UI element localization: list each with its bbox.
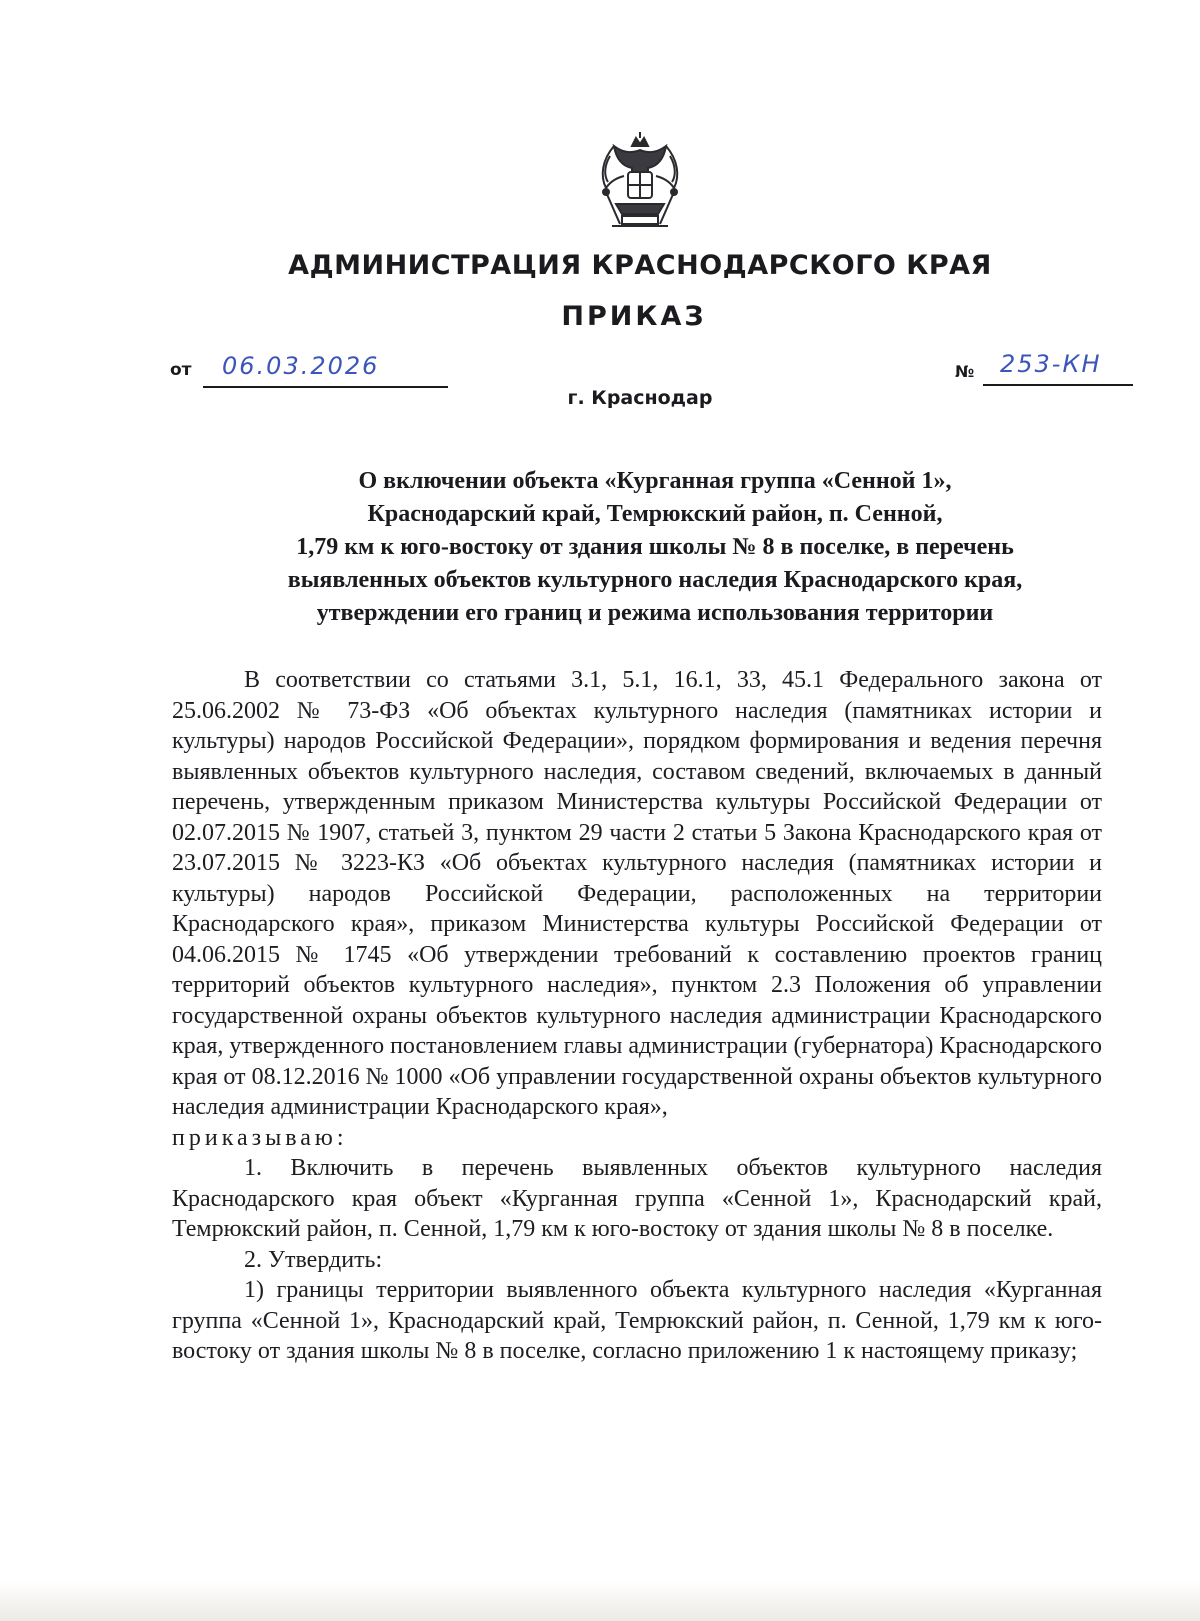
title-line: О включении объекта «Курганная группа «Сенной 1»,: [358, 468, 952, 494]
city: г. Краснодар: [567, 387, 713, 409]
coat-of-arms-icon: [592, 132, 688, 232]
document-type: ПРИКАЗ: [561, 301, 707, 332]
number-label: №: [955, 362, 975, 381]
item-2-1-paragraph: 1) границы территории выявленного объекта культурного наследия «Курганная группа «Сенной 1», Краснодарский край, Темрюкский район, п. Сенной, 1,79 км к юго-востоку от здания школы № 8 в поселке, согласно приложению 1 к настоящему приказу;: [172, 1277, 1102, 1364]
organization-name: АДМИНИСТРАЦИЯ КРАСНОДАРСКОГО КРАЯ: [288, 250, 992, 281]
order-word: приказываю:: [172, 1124, 348, 1151]
date-value: 06.03.2026: [222, 352, 380, 380]
title-line: Краснодарский край, Темрюкский район, п. Сенной,: [367, 501, 943, 527]
document-title: [195, 465, 1115, 630]
title-line: 1,79 км к юго-востоку от здания школы № 8 в поселке, в перечень: [296, 534, 1014, 560]
number-underline: [983, 384, 1133, 386]
document-body: [172, 665, 1102, 1367]
item-2-paragraph: 2. Утвердить:: [244, 1246, 383, 1273]
number-value: 253-КН: [1000, 350, 1102, 378]
title-line: выявленных объектов культурного наследия Краснодарского края,: [287, 567, 1023, 593]
title-line: утверждении его границ и режима использования территории: [316, 600, 994, 626]
preamble-paragraph: В соответствии со статьями 3.1, 5.1, 16.1, 33, 45.1 Федерального закона от 25.06.2002 № 73-ФЗ «Об объектах культурного наследия (памятниках истории и культуры) народов Российской Федерации», порядком формирования и ведения перечня выявленных объектов культурного наследия, составом сведений, включаемых в данный перечень, утвержденным приказом Министерства культуры Российской Федерации от 02.07.2015 № 1907, статьей 3, пунктом 29 части 2 статьи 5 Закона Краснодарского края от 23.07.2015 № 3223-КЗ «Об объектах культурного наследия (памятниках истории и культуры) народов Российской Федерации, расположенных на территории Краснодарского края», приказом Министерства культуры Российской Федерации от 04.06.2015 № 1745 «Об утверждении требований к составлению проектов границ территорий объектов культурного наследия», пунктом 2.3 Положения об управлении государственной охраны объектов культурного наследия администрации Краснодарского края, утвержденного постановлением главы администрации (губернатора) Краснодарского края от 08.12.2016 № 1000 «Об управлении государственной охраны объектов культурного наследия администрации Краснодарского края»,: [172, 667, 1102, 1120]
item-1-paragraph: 1. Включить в перечень выявленных объектов культурного наследия Краснодарского края объект «Курганная группа «Сенной 1», Краснодарский край, Темрюкский район, п. Сенной, 1,79 км к юго-востоку от здания школы № 8 в поселке.: [172, 1155, 1102, 1242]
date-label: от: [170, 360, 192, 380]
